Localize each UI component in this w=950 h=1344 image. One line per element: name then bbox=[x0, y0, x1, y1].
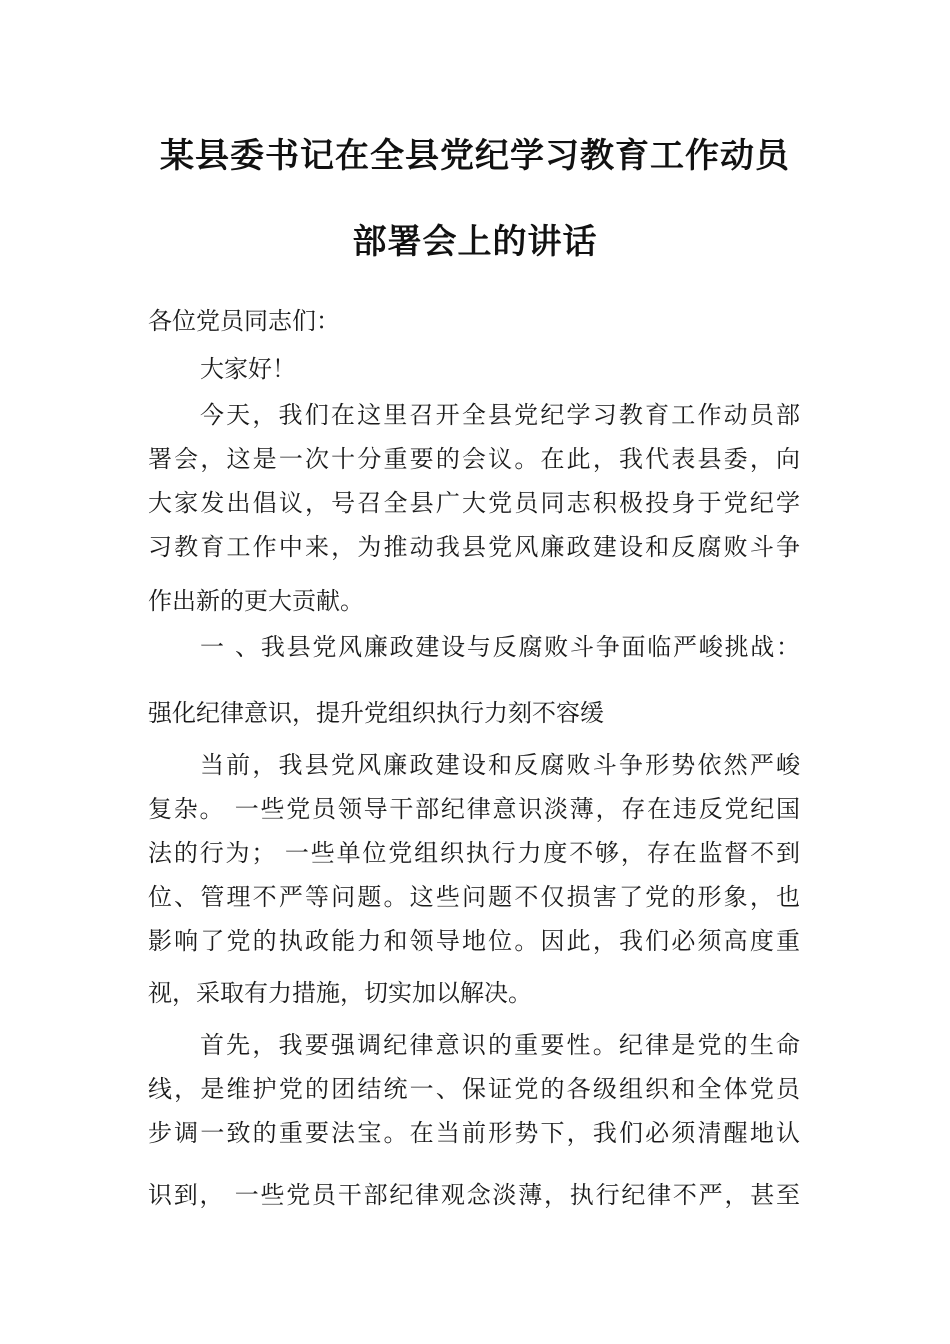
paragraph-2-line: 当前，我县党风廉政建设和反腐败斗争形势依然严峻 bbox=[200, 751, 800, 779]
paragraph-3-line: 线，是维护党的团结统一、保证党的各级组织和全体党员 bbox=[148, 1075, 800, 1103]
document-title-line-1: 某县委书记在全县党纪学习教育工作动员 bbox=[160, 136, 790, 176]
greeting: 大家好！ bbox=[200, 355, 296, 383]
section-1-heading-line: 一 、我县党风廉政建设与反腐败斗争面临严峻挑战： bbox=[200, 633, 800, 661]
paragraph-3-line: 步调一致的重要法宝。在当前形势下，我们必须清醒地认 bbox=[148, 1119, 800, 1147]
paragraph-2-line: 复杂。 一些党员领导干部纪律意识淡薄，存在违反党纪国 bbox=[148, 795, 800, 823]
paragraph-2-line: 影响了党的执政能力和领导地位。因此，我们必须高度重 bbox=[148, 927, 800, 955]
paragraph-2-line: 位、管理不严等问题。这些问题不仅损害了党的形象，也 bbox=[148, 883, 800, 911]
paragraph-2-line: 法的行为； 一些单位党组织执行力度不够，存在监督不到 bbox=[148, 839, 800, 867]
paragraph-3-line: 首先，我要强调纪律意识的重要性。纪律是党的生命 bbox=[200, 1031, 800, 1059]
paragraph-1-line: 大家发出倡议，号召全县广大党员同志积极投身于党纪学 bbox=[148, 489, 800, 517]
paragraph-1-line: 署会，这是一次十分重要的会议。在此，我代表县委，向 bbox=[148, 445, 800, 473]
paragraph-1-line: 习教育工作中来，为推动我县党风廉政建设和反腐败斗争 bbox=[148, 533, 800, 561]
paragraph-3-line: 识到， 一些党员干部纪律观念淡薄，执行纪律不严，甚至 bbox=[148, 1181, 800, 1209]
document-title-line-2: 部署会上的讲话 bbox=[352, 222, 598, 262]
paragraph-1-line: 今天，我们在这里召开全县党纪学习教育工作动员部 bbox=[200, 401, 800, 429]
paragraph-2-line: 视，采取有力措施，切实加以解决。 bbox=[148, 979, 532, 1007]
section-1-heading-line: 强化纪律意识，提升党组织执行力刻不容缓 bbox=[148, 699, 604, 727]
salutation: 各位党员同志们： bbox=[148, 307, 340, 335]
paragraph-1-line: 作出新的更大贡献。 bbox=[148, 587, 364, 615]
